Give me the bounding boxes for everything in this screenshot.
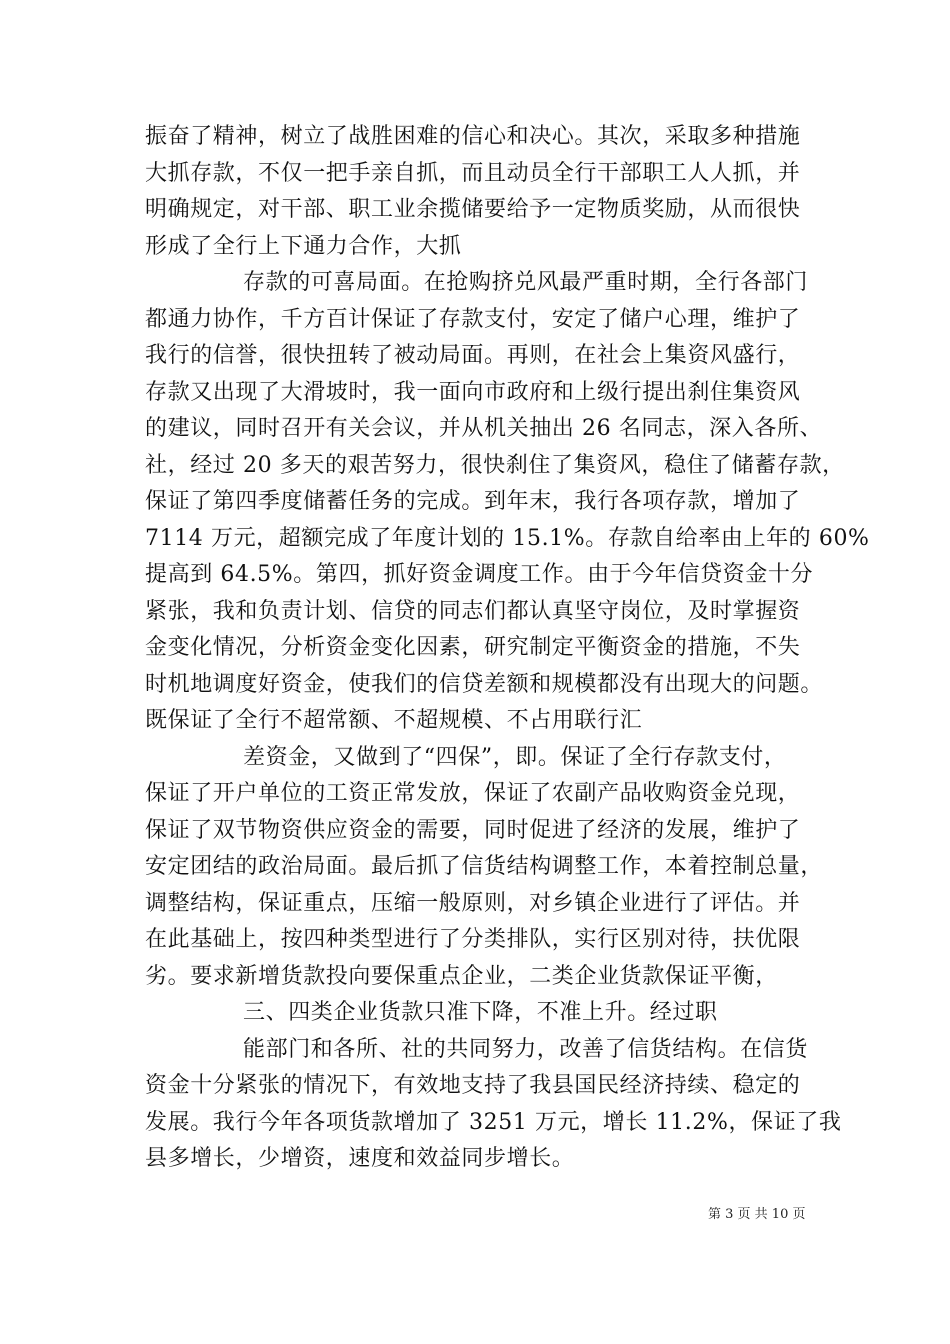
text-line: 能部门和各所、社的共同努力，改善了信货结构。在信货 <box>243 1036 809 1062</box>
text-line: 保证了第四季度储蓄任务的完成。到年末，我行各项存款，增加了 <box>145 489 801 514</box>
text-line: 形成了全行上下通力合作，大抓 <box>145 233 462 259</box>
text-line: 调整结构，保证重点，压缩一般原则，对乡镇企业进行了评估。并 <box>145 890 801 916</box>
text-line: 保证了双节物资供应资金的需要，同时促进了经济的发展，维护了 <box>145 817 801 843</box>
text-line: 差资金，又做到了“四保”，即。保证了全行存款支付， <box>243 744 787 770</box>
text-line: 在此基础上，按四种类型进行了分类排队，实行区别对待，扶优限 <box>145 927 801 952</box>
text-line: 存款又出现了大滑坡时，我一面向市政府和上级行提出刹住集资风 <box>145 379 801 405</box>
text-line: 县多增长，少增资，速度和效益同步增长。 <box>145 1146 575 1171</box>
text-line: 7114 万元，超额完成了年度计划的 15.1%。存款自给率由上年的 60% <box>145 525 870 551</box>
text-line: 大抓存款，不仅一把手亲自抓，而且动员全行干部职工人人抓，并 <box>145 160 801 186</box>
document-body <box>145 119 870 1178</box>
text-line: 时机地调度好资金，使我们的信贷差额和规模都没有出现大的问题。 <box>145 671 824 697</box>
text-line: 我行的信誉，很快扭转了被动局面。再则，在社会上集资风盛行， <box>145 343 801 368</box>
text-line: 社，经过 20 多天的艰苦努力，很快刹住了集资风，稳住了储蓄存款， <box>145 452 845 478</box>
text-line: 安定团结的政治局面。最后抓了信货结构调整工作，本着控制总量， <box>145 854 824 879</box>
text-line: 发展。我行今年各项货款增加了 3251 万元，增长 11.2%，保证了我 <box>145 1109 842 1135</box>
text-line: 保证了开户单位的工资正常发放，保证了农副产品收购资金兑现， <box>145 781 801 806</box>
text-line: 提高到 64.5%。第四，抓好资金调度工作。由于今年信贷资金十分 <box>145 562 814 587</box>
text-line: 的建议，同时召开有关会议，并从机关抽出 26 名同志，深入各所、 <box>145 416 823 441</box>
text-line: 劣。要求新增货款投向要保重点企业，二类企业货款保证平衡， <box>145 963 778 989</box>
text-line: 三、四类企业货款只准下降，不准上升。经过职 <box>243 1000 718 1025</box>
text-line: 振奋了精神，树立了战胜困难的信心和决心。其次，采取多种措施 <box>145 124 801 149</box>
text-line: 既保证了全行不超常额、不超规模、不占用联行汇 <box>145 708 643 733</box>
text-line: 都通力协作，千方百计保证了存款支付，安定了储户心理，维护了 <box>145 306 801 332</box>
text-line: 明确规定，对干部、职工业余揽储要给予一定物质奖励，从而很快 <box>145 197 801 222</box>
text-line: 资金十分紧张的情况下，有效地支持了我县国民经济持续、稳定的 <box>145 1073 801 1098</box>
text-line: 存款的可喜局面。在抢购挤兑风最严重时期，全行各部门 <box>243 270 809 295</box>
text-line: 金变化情况，分析资金变化因素，研究制定平衡资金的措施，不失 <box>145 635 801 660</box>
text-line: 紧张，我和负责计划、信贷的同志们都认真坚守岗位，及时掌握资 <box>145 598 801 624</box>
page-number: 第 3 页 共 10 页 <box>708 1207 806 1222</box>
